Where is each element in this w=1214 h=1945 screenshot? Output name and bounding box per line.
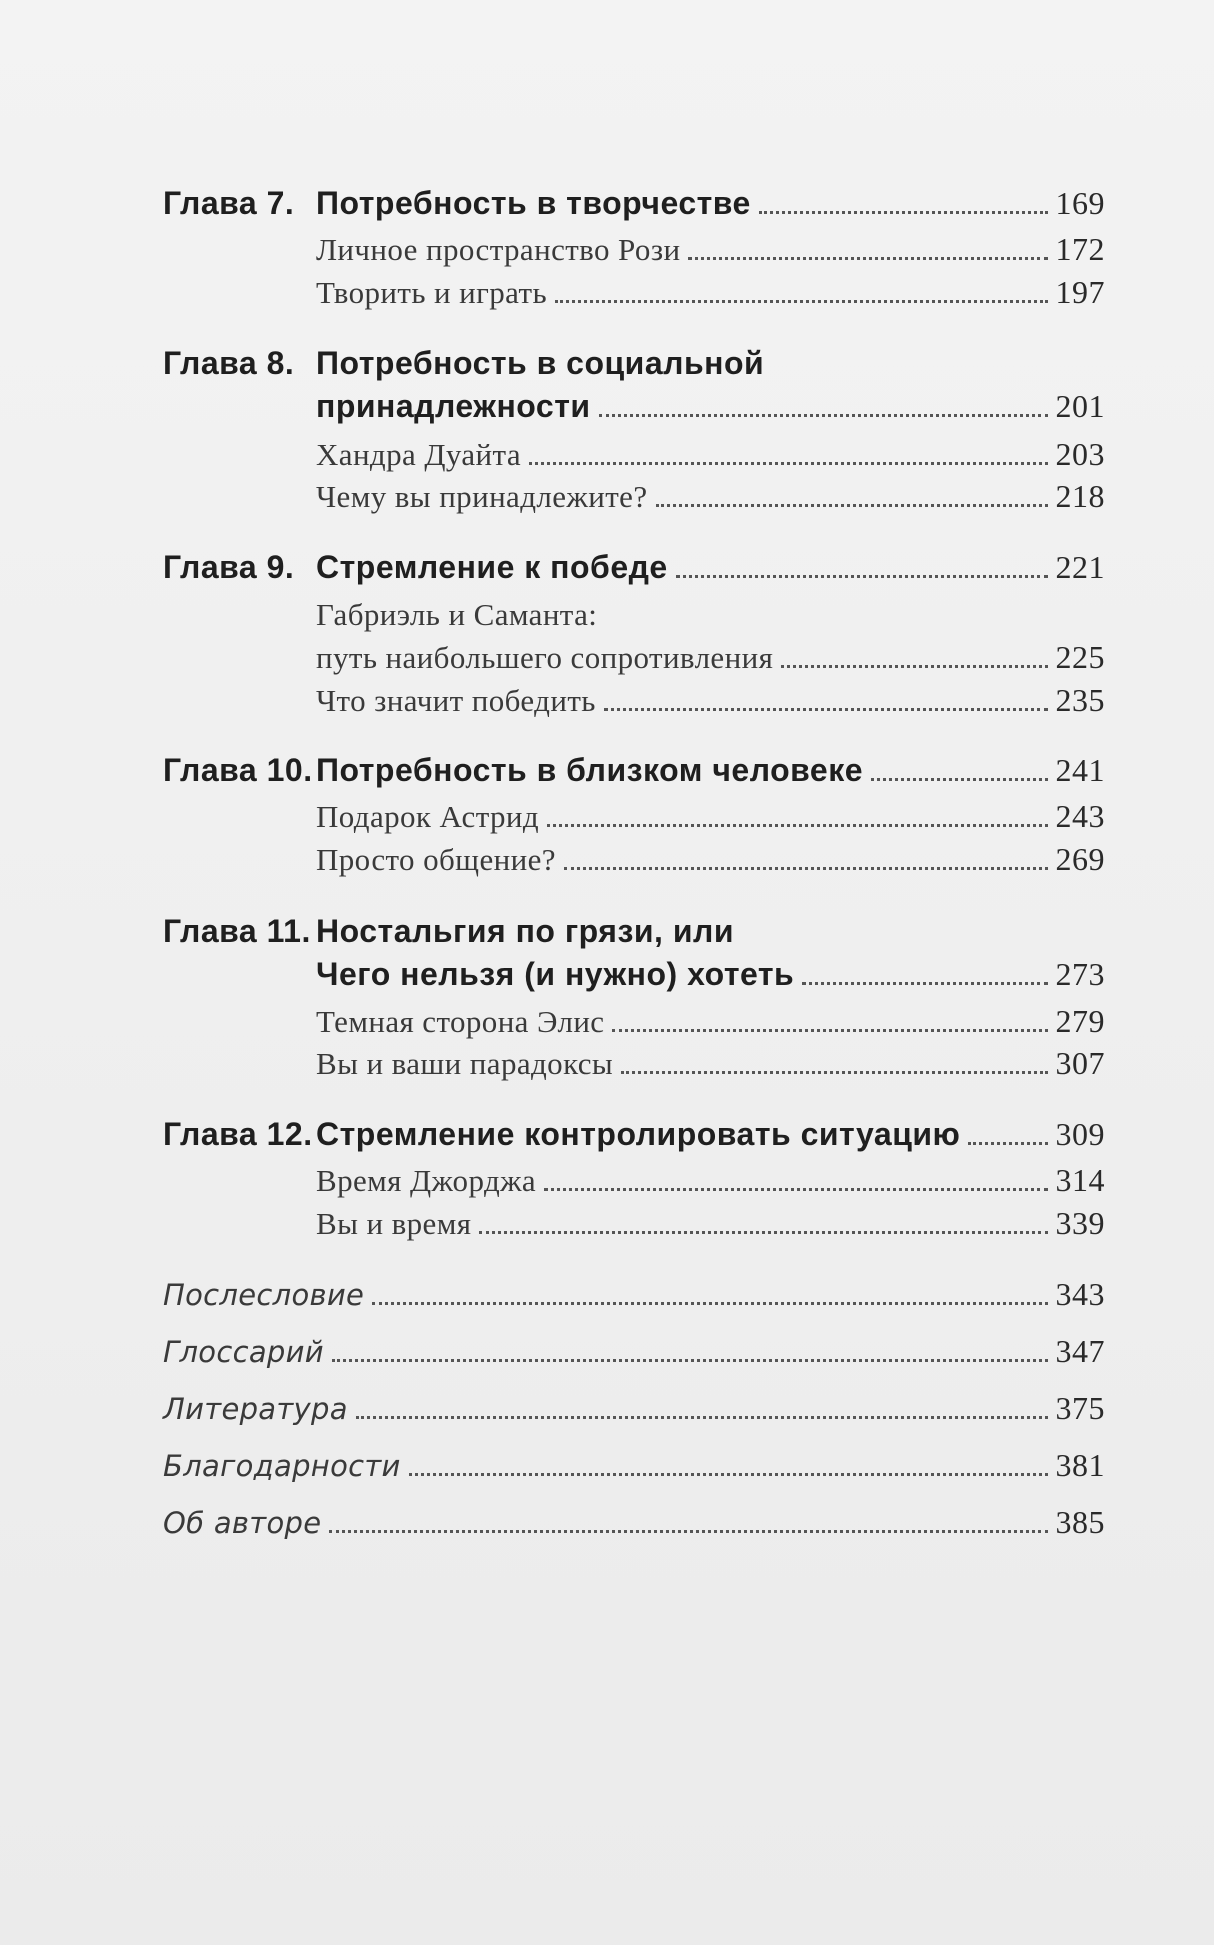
section-title: Темная сторона Элис bbox=[316, 1004, 605, 1039]
toc-entry bbox=[163, 1447, 1105, 1484]
toc-entry bbox=[316, 388, 1105, 425]
backmatter-title: Глоссарий bbox=[163, 1335, 324, 1369]
toc-entry bbox=[316, 274, 1105, 311]
dot-leader bbox=[544, 1188, 1047, 1191]
toc-chapter-7[interactable] bbox=[0, 182, 1214, 228]
toc-entry bbox=[316, 231, 1105, 268]
toc-entry bbox=[163, 1333, 1105, 1370]
toc-chapter-9[interactable] bbox=[0, 546, 1214, 592]
toc-section[interactable] bbox=[0, 636, 1214, 682]
toc-entry bbox=[316, 345, 1105, 382]
toc-entry bbox=[163, 1390, 1105, 1427]
page-number: 375 bbox=[1055, 1390, 1105, 1426]
page-number: 203 bbox=[1055, 436, 1105, 472]
dot-leader bbox=[555, 300, 1047, 303]
chapter-title: Стремление к победе bbox=[316, 549, 668, 585]
dot-leader bbox=[781, 665, 1047, 668]
chapter-title: Чего нельзя (и нужно) хотеть bbox=[316, 956, 795, 992]
toc-chapter-continuation[interactable] bbox=[0, 385, 1214, 431]
chapter-title: Потребность в творчестве bbox=[316, 185, 751, 221]
page-number: 169 bbox=[1055, 185, 1105, 221]
toc-backmatter[interactable] bbox=[0, 1273, 1214, 1319]
toc-entry bbox=[316, 752, 1105, 789]
toc-backmatter[interactable] bbox=[0, 1330, 1214, 1376]
page-number: 273 bbox=[1055, 956, 1105, 992]
page-number: 385 bbox=[1055, 1504, 1105, 1540]
page-number: 347 bbox=[1055, 1333, 1105, 1369]
page-number: 269 bbox=[1055, 841, 1105, 877]
toc-entry bbox=[316, 436, 1105, 473]
toc-section[interactable] bbox=[0, 1042, 1214, 1088]
chapter-title: Потребность в социальной bbox=[316, 345, 765, 381]
dot-leader bbox=[547, 824, 1047, 827]
toc-entry bbox=[316, 1162, 1105, 1199]
toc-section[interactable] bbox=[0, 228, 1214, 274]
page-number: 243 bbox=[1055, 798, 1105, 834]
toc-entry bbox=[316, 185, 1105, 222]
toc-entry bbox=[163, 1276, 1105, 1313]
toc-backmatter[interactable] bbox=[0, 1387, 1214, 1433]
toc-entry bbox=[316, 478, 1105, 515]
toc-section[interactable] bbox=[0, 1000, 1214, 1046]
section-title: Подарок Астрид bbox=[316, 799, 540, 834]
dot-leader bbox=[372, 1302, 1047, 1305]
chapter-label: Глава 9. bbox=[163, 549, 295, 585]
toc-entry bbox=[316, 913, 1105, 950]
page-number: 201 bbox=[1055, 388, 1105, 424]
toc-section[interactable] bbox=[0, 475, 1214, 521]
section-title: Время Джорджа bbox=[316, 1163, 537, 1198]
page-number: 279 bbox=[1055, 1003, 1105, 1039]
toc-section[interactable] bbox=[0, 271, 1214, 317]
dot-leader bbox=[332, 1359, 1048, 1362]
section-title: Личное пространство Рози bbox=[316, 232, 681, 267]
toc-entry bbox=[316, 682, 1105, 719]
page-number: 218 bbox=[1055, 478, 1105, 514]
dot-leader bbox=[599, 414, 1048, 417]
dot-leader bbox=[612, 1029, 1047, 1032]
toc-chapter-10[interactable] bbox=[0, 749, 1214, 795]
toc-entry bbox=[316, 956, 1105, 993]
backmatter-title: Послесловие bbox=[163, 1278, 365, 1312]
toc-backmatter[interactable] bbox=[0, 1444, 1214, 1490]
section-title: путь наибольшего сопротивления bbox=[316, 640, 774, 675]
toc-entry bbox=[316, 1205, 1105, 1242]
toc-entry bbox=[316, 597, 1105, 633]
page-number: 235 bbox=[1055, 682, 1105, 718]
toc-section[interactable] bbox=[0, 679, 1214, 725]
dot-leader bbox=[621, 1071, 1047, 1074]
page-number: 221 bbox=[1055, 549, 1105, 585]
page-number: 172 bbox=[1055, 231, 1105, 267]
page-number: 307 bbox=[1055, 1045, 1105, 1081]
toc-entry bbox=[316, 798, 1105, 835]
toc-entry bbox=[316, 1116, 1105, 1153]
backmatter-title: Литература bbox=[163, 1392, 348, 1426]
dot-leader bbox=[656, 504, 1048, 507]
dot-leader bbox=[759, 211, 1048, 214]
page-number: 343 bbox=[1055, 1276, 1105, 1312]
chapter-title: Потребность в близком человеке bbox=[316, 752, 863, 788]
toc-entry bbox=[316, 1003, 1105, 1040]
backmatter-title: Об авторе bbox=[163, 1506, 322, 1540]
dot-leader bbox=[529, 462, 1048, 465]
toc-entry bbox=[316, 841, 1105, 878]
page-number: 197 bbox=[1055, 274, 1105, 310]
dot-leader bbox=[329, 1530, 1047, 1533]
section-title: Чему вы принадлежите? bbox=[316, 479, 648, 514]
toc-entry bbox=[163, 1504, 1105, 1541]
chapter-label: Глава 10. bbox=[163, 752, 313, 788]
dot-leader bbox=[871, 778, 1048, 781]
chapter-label: Глава 7. bbox=[163, 185, 295, 221]
toc-entry bbox=[316, 549, 1105, 586]
backmatter-title: Благодарности bbox=[163, 1449, 401, 1483]
toc-section[interactable] bbox=[0, 433, 1214, 479]
dot-leader bbox=[604, 708, 1048, 711]
page-number: 314 bbox=[1055, 1162, 1105, 1198]
dot-leader bbox=[356, 1416, 1048, 1419]
chapter-label: Глава 11. bbox=[163, 913, 311, 949]
toc-section[interactable] bbox=[0, 838, 1214, 884]
toc-section[interactable] bbox=[0, 795, 1214, 841]
section-title: Вы и время bbox=[316, 1206, 472, 1241]
chapter-label: Глава 12. bbox=[163, 1116, 313, 1152]
section-title: Творить и играть bbox=[316, 275, 548, 310]
toc-section[interactable] bbox=[0, 1159, 1214, 1205]
chapter-title: Ностальгия по грязи, или bbox=[316, 913, 734, 949]
dot-leader bbox=[802, 982, 1047, 985]
page-number: 381 bbox=[1055, 1447, 1105, 1483]
toc-section[interactable] bbox=[0, 593, 1214, 639]
toc-chapter-12[interactable] bbox=[0, 1113, 1214, 1159]
toc-entry bbox=[316, 639, 1105, 676]
chapter-title: принадлежности bbox=[316, 388, 591, 424]
dot-leader bbox=[968, 1142, 1047, 1145]
dot-leader bbox=[564, 867, 1048, 870]
page-number: 339 bbox=[1055, 1205, 1105, 1241]
page-number: 225 bbox=[1055, 639, 1105, 675]
toc-backmatter[interactable] bbox=[0, 1501, 1214, 1547]
page-number: 241 bbox=[1055, 752, 1105, 788]
page-number: 309 bbox=[1055, 1116, 1105, 1152]
toc-chapter-11[interactable] bbox=[0, 910, 1214, 956]
chapter-label: Глава 8. bbox=[163, 345, 295, 381]
dot-leader bbox=[676, 575, 1048, 578]
chapter-title: Стремление контролировать ситуацию bbox=[316, 1116, 961, 1152]
dot-leader bbox=[479, 1231, 1047, 1234]
section-title: Габриэль и Саманта: bbox=[316, 597, 598, 632]
section-title: Просто общение? bbox=[316, 842, 556, 877]
section-title: Что значит победить bbox=[316, 683, 596, 718]
dot-leader bbox=[688, 257, 1047, 260]
toc-chapter-continuation[interactable] bbox=[0, 953, 1214, 999]
toc-section[interactable] bbox=[0, 1202, 1214, 1248]
dot-leader bbox=[409, 1473, 1048, 1476]
section-title: Хандра Дуайта bbox=[316, 437, 521, 472]
toc-chapter-8[interactable] bbox=[0, 342, 1214, 388]
toc-entry bbox=[316, 1045, 1105, 1082]
section-title: Вы и ваши парадоксы bbox=[316, 1046, 614, 1081]
